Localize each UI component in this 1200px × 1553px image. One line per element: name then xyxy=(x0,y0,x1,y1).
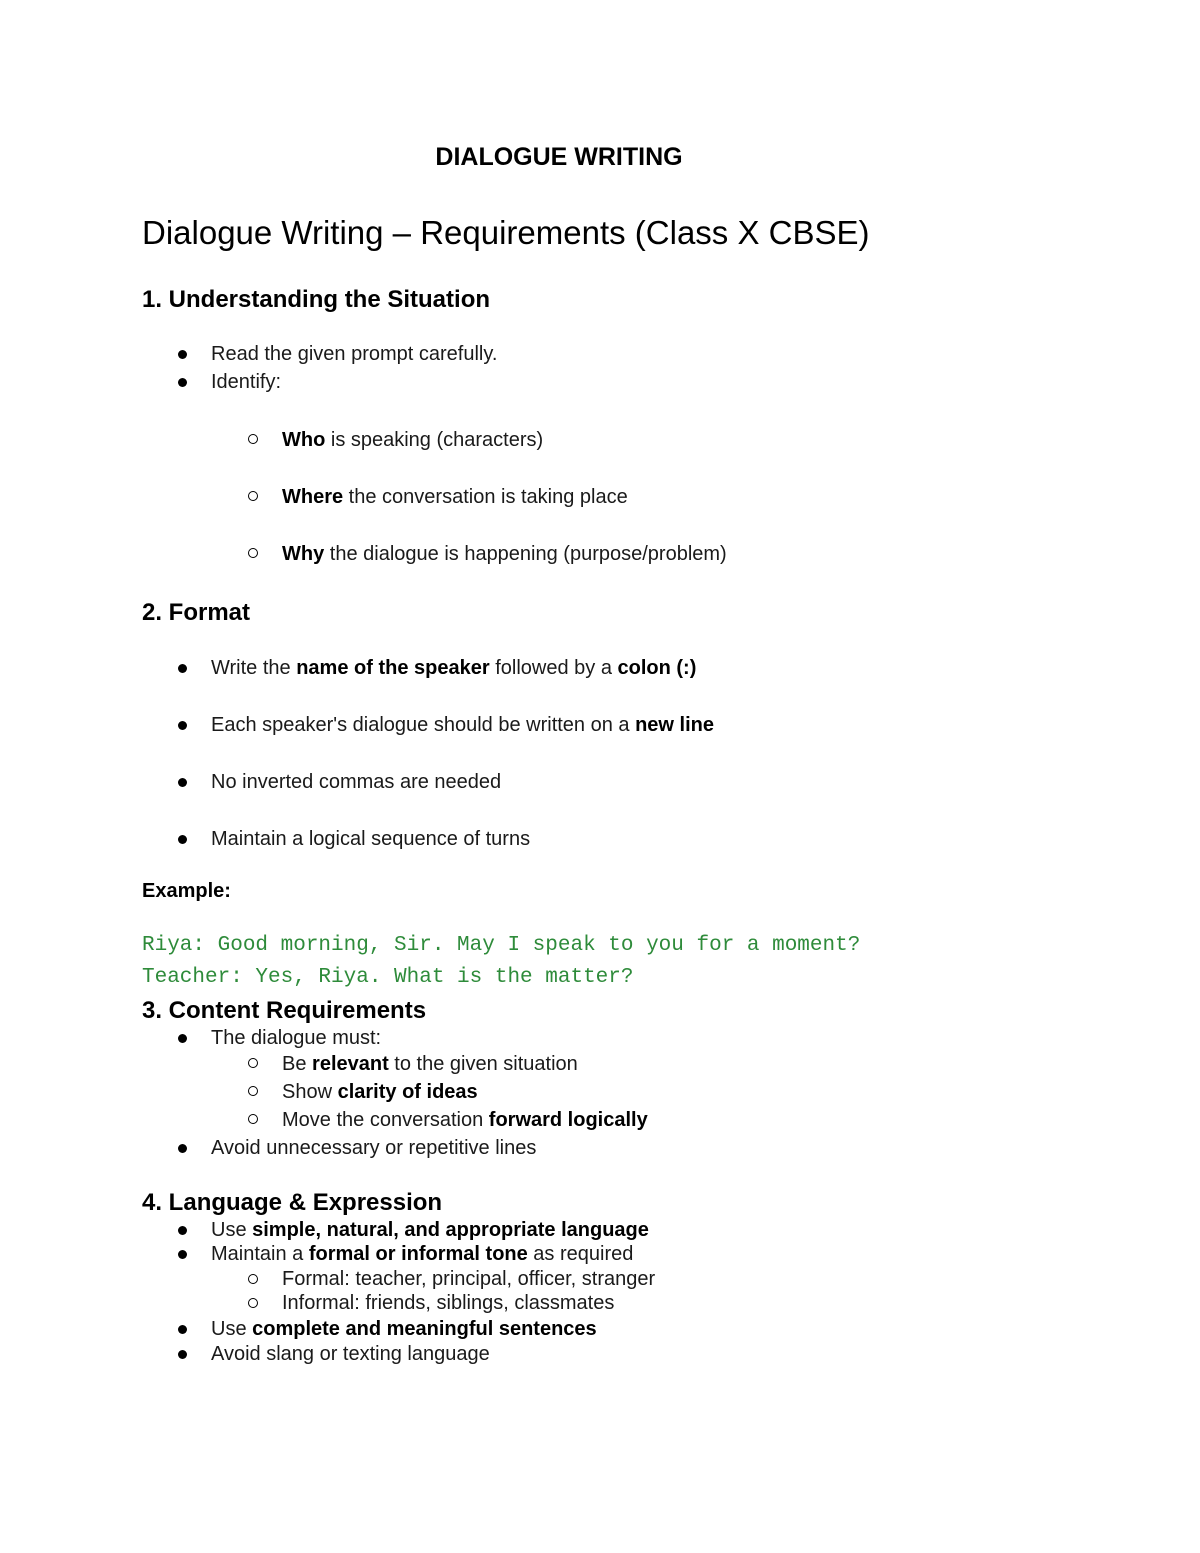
bullet-icon xyxy=(178,1350,187,1359)
bullet-icon xyxy=(178,721,187,730)
list-item: Use complete and meaningful sentences xyxy=(211,1318,597,1340)
example-dialogue-line: Teacher: Yes, Riya. What is the matter? xyxy=(142,966,634,989)
bullet-icon xyxy=(178,778,187,787)
hollow-bullet-icon xyxy=(248,1114,258,1124)
list-item: No inverted commas are needed xyxy=(211,771,502,793)
bullet-icon xyxy=(178,350,187,359)
list-item: Avoid unnecessary or repetitive lines xyxy=(211,1137,537,1159)
bullet-icon xyxy=(178,835,187,844)
sub-list-item: Who is speaking (characters) xyxy=(282,429,544,451)
bullet-icon xyxy=(178,1034,187,1043)
sub-list-item: Informal: friends, siblings, classmates xyxy=(282,1292,615,1314)
list-item: Read the given prompt carefully. xyxy=(211,343,498,365)
sub-list-item: Be relevant to the given situation xyxy=(282,1053,578,1075)
list-item: Identify: xyxy=(211,371,282,393)
example-dialogue-line: Riya: Good morning, Sir. May I speak to you for a moment? xyxy=(142,934,861,957)
sub-list-item: Move the conversation forward logically xyxy=(282,1109,648,1131)
example-label: Example: xyxy=(142,880,231,902)
hollow-bullet-icon xyxy=(248,434,258,444)
hollow-bullet-icon xyxy=(248,1058,258,1068)
main-heading: Dialogue Writing – Requirements (Class X CBSE) xyxy=(142,214,870,251)
bullet-icon xyxy=(178,1144,187,1153)
sub-list-item: Why the dialogue is happening (purpose/problem) xyxy=(282,543,727,565)
bullet-icon xyxy=(178,1226,187,1235)
bullet-icon xyxy=(178,1325,187,1334)
list-item: Maintain a logical sequence of turns xyxy=(211,828,531,850)
list-item: Maintain a formal or informal tone as required xyxy=(211,1243,634,1265)
list-item: Write the name of the speaker followed by a colon (:) xyxy=(211,657,697,679)
bullet-icon xyxy=(178,664,187,673)
hollow-bullet-icon xyxy=(248,491,258,501)
bullet-icon xyxy=(178,1250,187,1259)
hollow-bullet-icon xyxy=(248,548,258,558)
hollow-bullet-icon xyxy=(248,1298,258,1308)
section-1-heading: 1. Understanding the Situation xyxy=(142,286,491,313)
section-2-heading: 2. Format xyxy=(142,599,251,626)
bullet-icon xyxy=(178,378,187,387)
section-3-heading: 3. Content Requirements xyxy=(142,997,427,1024)
list-item: Each speaker's dialogue should be written on a new line xyxy=(211,714,714,736)
sub-list-item: Show clarity of ideas xyxy=(282,1081,478,1103)
list-item: The dialogue must: xyxy=(211,1027,382,1049)
document-title: DIALOGUE WRITING xyxy=(435,143,683,171)
hollow-bullet-icon xyxy=(248,1086,258,1096)
sub-list-item: Where the conversation is taking place xyxy=(282,486,628,508)
hollow-bullet-icon xyxy=(248,1274,258,1284)
section-4-heading: 4. Language & Expression xyxy=(142,1189,443,1216)
list-item: Avoid slang or texting language xyxy=(211,1343,490,1365)
list-item: Use simple, natural, and appropriate language xyxy=(211,1219,649,1241)
sub-list-item: Formal: teacher, principal, officer, stranger xyxy=(282,1268,656,1290)
